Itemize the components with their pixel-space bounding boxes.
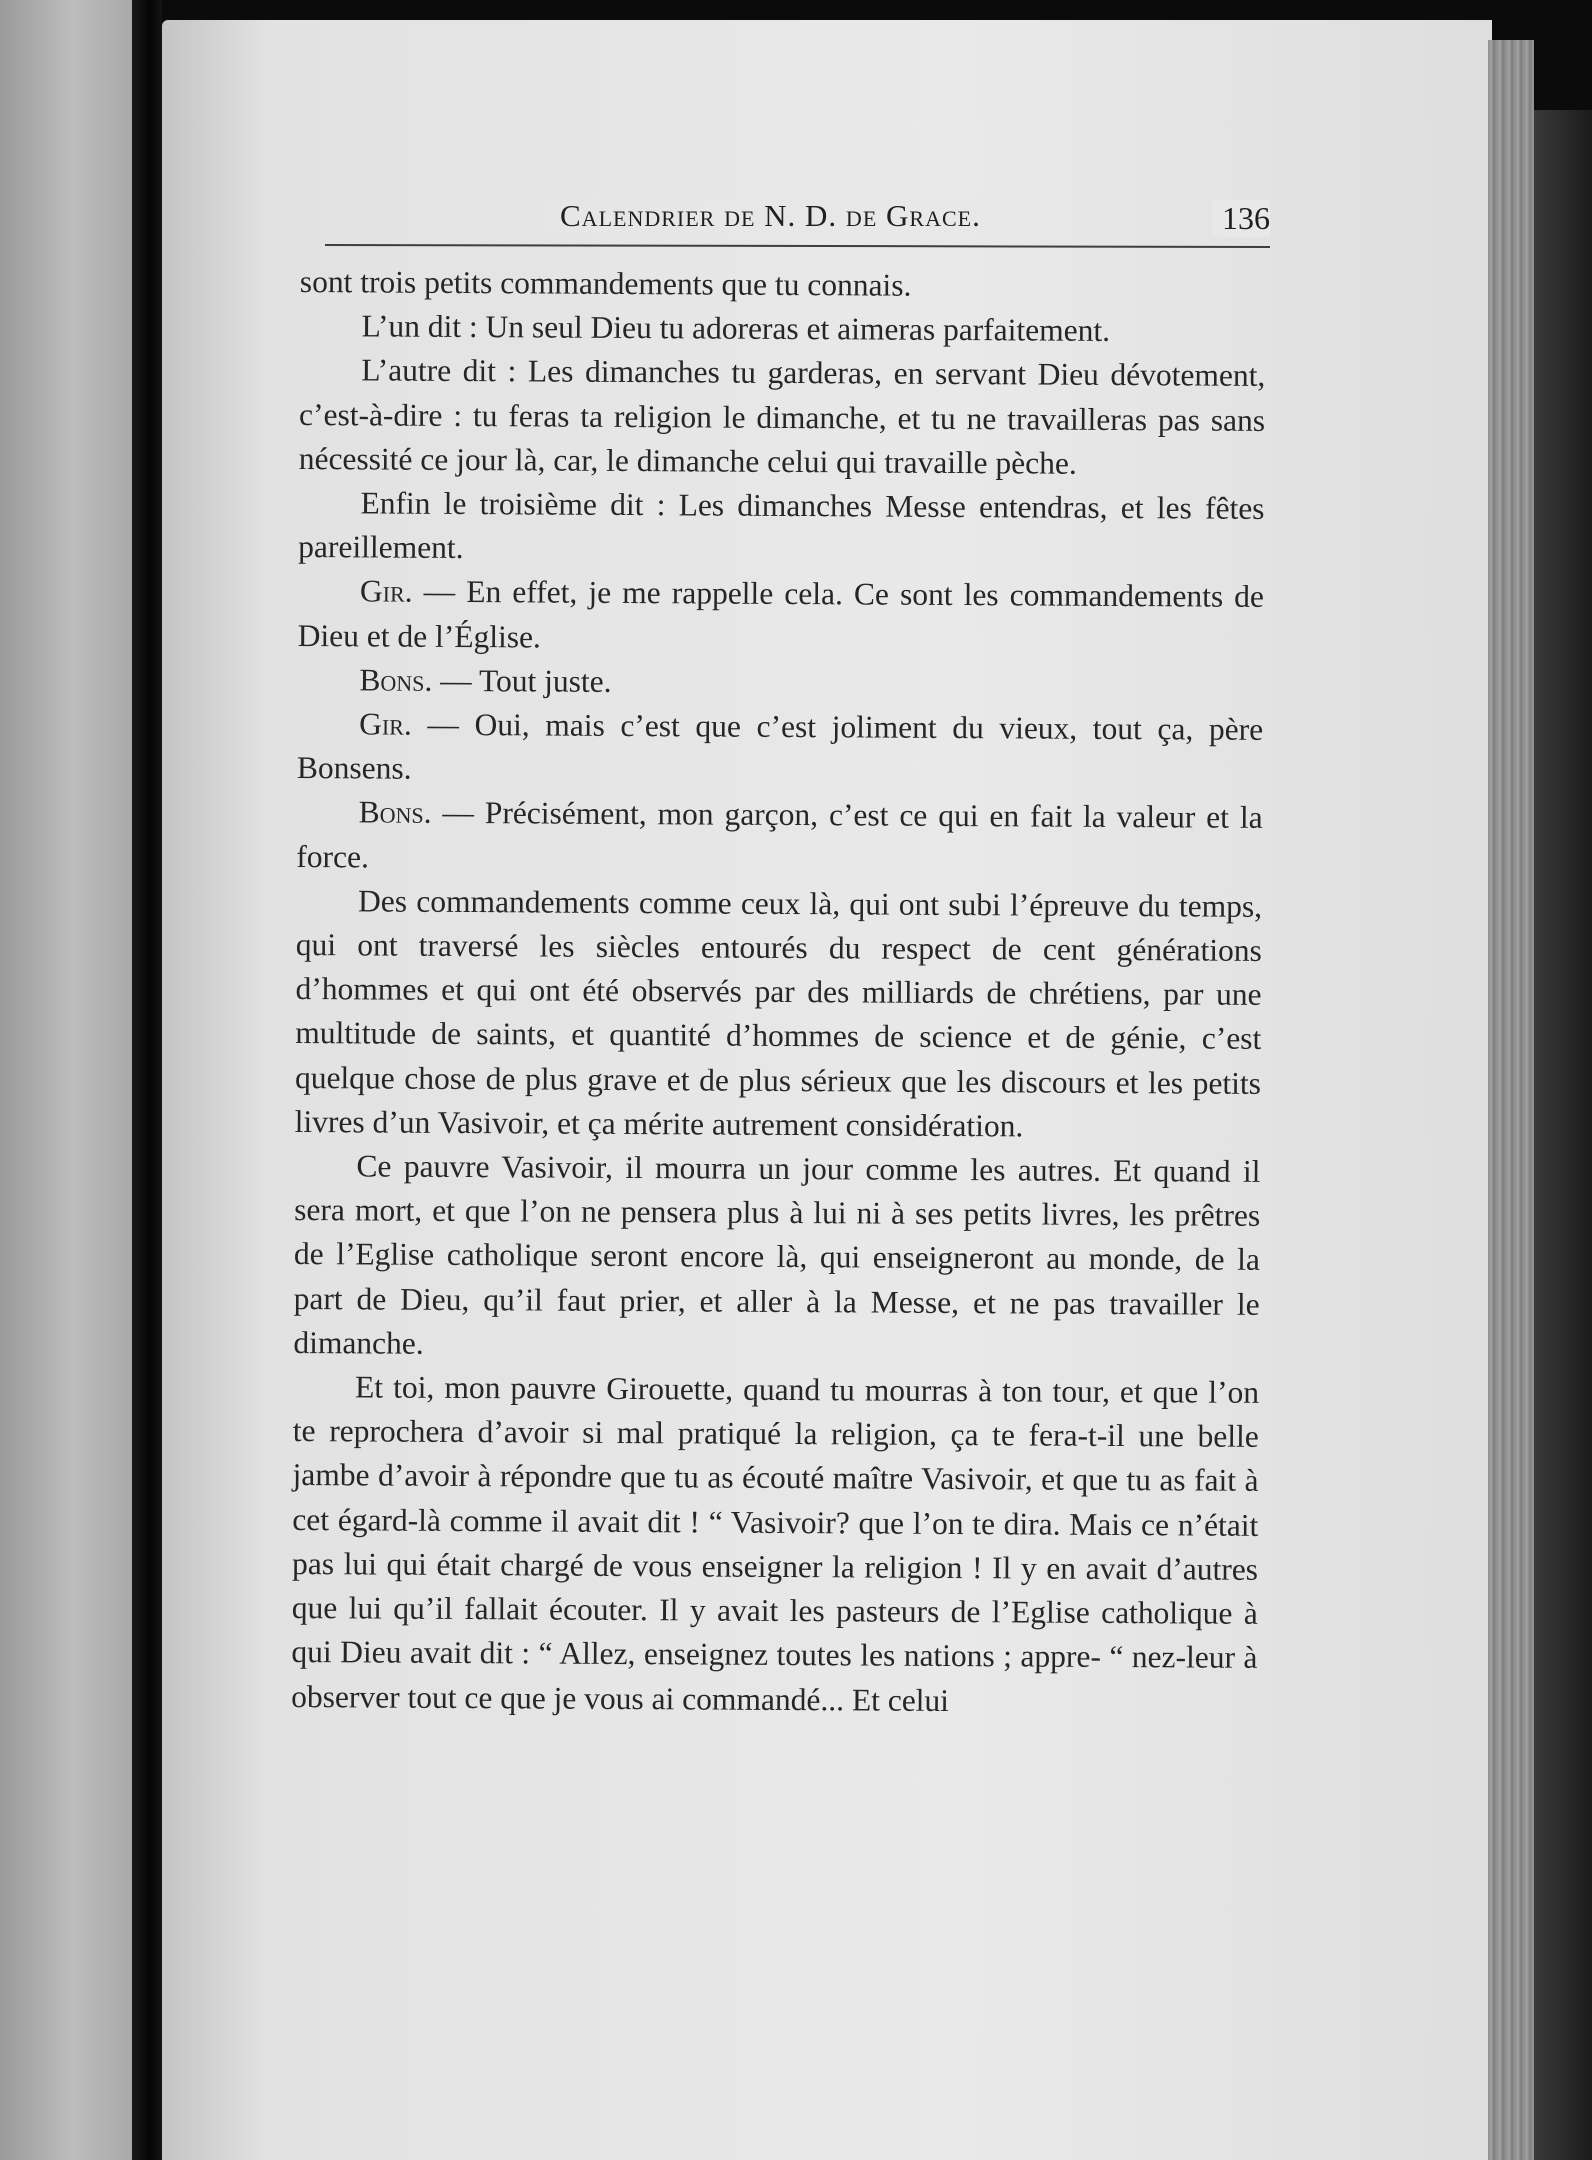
facing-page-edge	[0, 0, 132, 2160]
paragraph: L’autre dit : Les dimanches tu garderas, en servant Dieu dévotement, c’est-à-dire : tu feras ta religion le dimanche, et tu ne travailleras pas sans nécessité ce jour là, car, le dimanche celui qui travaille pèche.	[298, 352, 1266, 481]
paragraph: sont trois petits commandements que tu connais.	[299, 263, 912, 303]
speaker-name: Gir.	[359, 573, 413, 610]
page-block-edge	[1488, 40, 1534, 2160]
paragraph: Et toi, mon pauvre Girouette, quand tu mourras à ton tour, et que l’on te reprochera d’avoir si mal pratiqué la religion, ça te fera-t-il une belle jambe d’avoir à répondre que tu as écouté maître Vasivoir, et que tu as fait à cet égard-là comme il avait dit ! “ Vasivoir? que l’on te dira. Mais ce n’était pas lui qui était chargé de vous enseigner la religion ! Il y en avait d’autres que lui qu’il fallait écouter. Il y avait les pasteurs de l’Eglise catholique à qui Dieu avait dit : “ Allez, enseignez toutes les nations ; appre- “ nez-leur à observer tout ce que je vous ai commandé... Et celui	[291, 1369, 1260, 1718]
running-header	[325, 180, 1270, 270]
paragraph: Des commandements comme ceux là, qui ont subi l’épreuve du temps, qui ont traversé les siècles entourés du respect de cent générations d’hommes et qui ont été observés par des milliards de chrétiens, par une multitude de saints, et quantité d’hommes de science et de génie, c’est quelque chose de plus grave et de plus sérieux que les discours et les petits livres d’un Vasivoir, et ça mérite autrement considération.	[294, 883, 1263, 1144]
paragraph: L’un dit : Un seul Dieu tu adoreras et aimeras parfaitement.	[361, 308, 1111, 349]
dialogue-line: Gir. — Oui, mais c’est que c’est joliment du vieux, tout ça, père Bonsens.	[296, 706, 1264, 786]
book-cover-board	[1534, 110, 1592, 2160]
dialogue-line: Gir. — En effet, je me rappelle cela. Ce sont les commandements de Dieu et de l’Église.	[297, 573, 1265, 655]
running-title: Calendrier de N. D. de Grace.	[548, 198, 993, 234]
dialogue-line: Bons. — Précisément, mon garçon, c’est ce qui en fait la valeur et la force.	[296, 794, 1263, 875]
paragraph: Enfin le troisième dit : Les dimanches Messe entendras, et les fêtes pareillement.	[298, 485, 1265, 566]
speaker-name: Bons.	[359, 662, 433, 698]
book-gutter	[132, 0, 162, 2160]
dialogue-line: Bons. — Tout juste.	[359, 662, 612, 699]
paragraph: Ce pauvre Vasivoir, il mourra un jour comme les autres. Et quand il sera mort, et que l’on ne pensera plus à lui ni à ses petits livres, les prêtres de l’Eglise catholique seront encore là, qui enseigneront au monde, de la part de Dieu, qu’il faut prier, et aller à la Messe, et ne pas travailler le dimanche.	[293, 1148, 1261, 1361]
body-text	[291, 260, 1266, 1725]
speaker-name: Gir.	[359, 706, 412, 742]
speaker-name: Bons.	[358, 794, 432, 831]
page-number: 136	[1212, 200, 1270, 237]
header-rule	[325, 244, 1270, 248]
